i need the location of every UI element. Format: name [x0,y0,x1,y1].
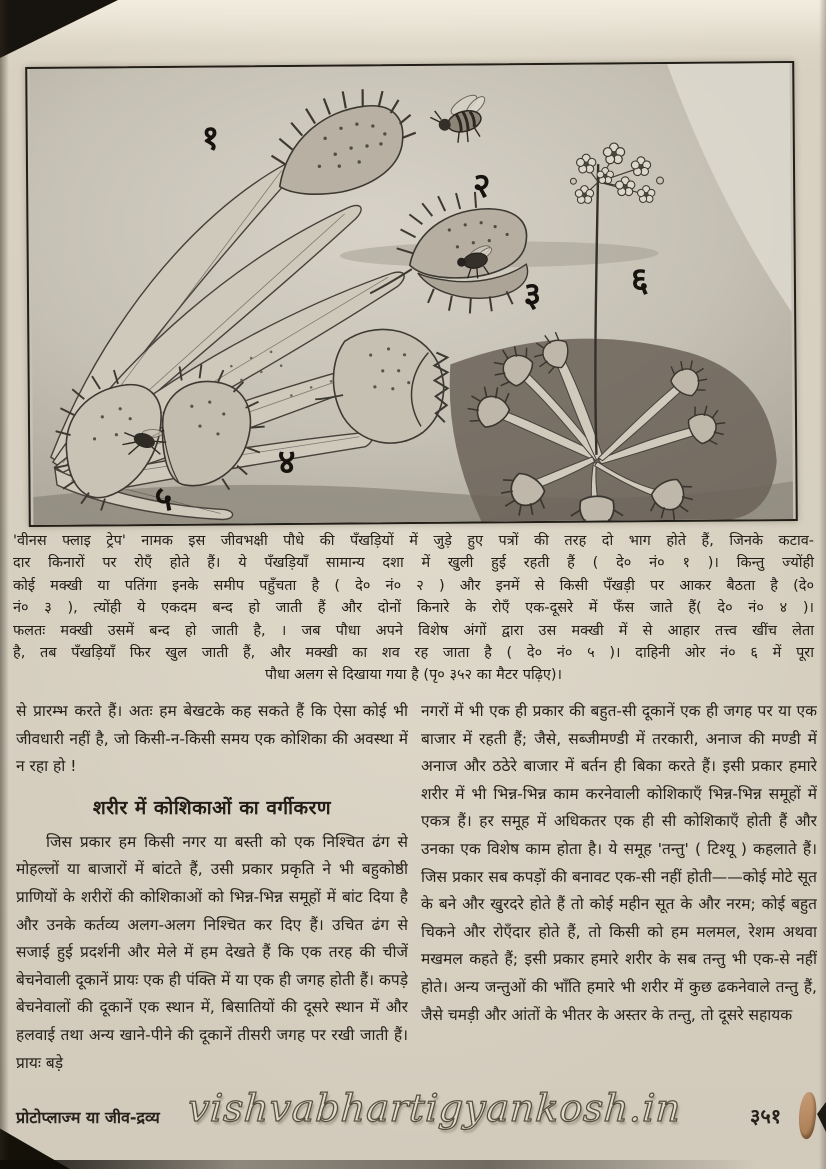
page-number: ३५१ [750,1104,782,1128]
figure-caption [13,530,814,687]
caption-line: दार किनारों पर रोएँ होते हैं। ये पँखड़ियाँ सामान्य दशा में खुली हुई रहती हैं ( दे० नं० १ )। किन्तु ज्योंही [13,555,814,572]
section-heading: शरीर में कोशिकाओं का वर्गीकरण [92,796,332,819]
caption-line: 'वीनस फ्लाइ ट्रेप' नामक इस जीवभक्षी पौधे की पँखड़ियों में जुड़े हुए पत्रों की तरह दो भाग होते हैं, जिनके कटाव- [13,533,814,549]
page-top-light-band [0,0,826,46]
edge-shadow-right [819,0,826,1169]
paragraph: जिस प्रकार हम किसी नगर या बस्ती को एक निश्चित ढंग से मोहल्लों या बाजारों में बांटते हैं, उसी प्रकार प्रकृति ने भी बहुकोष्ठी प्राणियों के शरीरों की कोशिकाओं को भिन्न-भिन्न समूहों में बांट दिया है और उनके कर्तव्य अलग-अलग निश्चित कर दिए हैं। उचित ढंग से सजाई हुई प्रदर्शनी और मेले में हम देखते हैं कि एक तरह की चीजें बेचनेवाली दूकानें प्रायः एक ही पंक्ति में या एक ही जगह होती हैं। कपड़े बेचनेवालों की दूकानें एक स्थान में, बिसातियों की दूसरे स्थान में और हलवाई तथा अन्य खाने-पीने की दूकानें तीसरी जगह पर रखी जाती हैं। प्रायः बड़े [16,832,408,1072]
right-column [421,698,817,1029]
figure-label-1: १ [201,118,220,158]
venus-flytrap-illustration [27,63,796,525]
caption-line: कोई मक्खी या पतिंगा इनके समीप पहुँचता है ( दे० नं० २ ) और इनमें से किसी पँखड़ी पर आकर बैठता है (दे० [13,577,814,594]
figure-plate [25,61,798,527]
running-title: प्रोटोप्लाज्म या जीव-द्रव्य [16,1108,160,1127]
figure-label-4: ४ [277,442,296,482]
paragraph: नगरों में भी एक ही प्रकार की बहुत-सी दूकानें एक ही जगह पर या एक बाजार में रहती हैं; जैसे, सब्जीमण्डी में तरकारी, अनाज की मण्डी में अनाज और ठठेरे बाजार में बर्तन ही बिका करते हैं। इसी प्रकार हमारे शरीर में भी भिन्न-भिन्न काम करनेवाली कोशिकाएँ भिन्न-भिन्न समूहों में एकत्र हैं। हर समूह में अधिकतर एक ही सी कोशिकाएँ होती हैं और उनका एक विशेष काम होता है। ये समूह 'तन्तु' ( टिश्यू ) कहलाते हैं। जिस प्रकार सब कपड़ों की बनावट एक-सी नहीं होती——कोई मोटे सूत के बने और खुरदरे होते हैं तो कोई महीन सूत के और नरम; कोई बहुत चिकने और रोएँदार होते हैं, तो किसी को हम मलमल, रेशम अथवा मखमल कहते हैं; इसी प्रकार हमारे शरीर के सब तन्तु भी एक-से नहीं होते। अन्य जन्तुओं की भाँति हमारे भी शरीर में कुछ ढकनेवाले तन्तु हैं, जैसे चमड़ी और आंतों के भीतर के अस्तर के तन्तु, तो दूसरे सहायक [421,702,817,1024]
edge-shadow-bottom [0,1160,790,1169]
caption-line: नं० ३ ), त्योंही ये एकदम बन्द हो जाती हैं और दोनों किनारे के रोएँ एक-दूसरे में फँस जाते हैं( दे० नं० ४ )। [13,600,814,617]
page-corner-shadow-tl [0,0,118,58]
caption-line-last: पौधा अलग से दिखाया गया है (पृ० ३५२ का मैटर पढ़िए)। [264,667,563,684]
page-footer [0,1086,826,1152]
watermark-text: vishvabhartigyankosh.in [186,1086,683,1130]
caption-line: फलतः मक्खी उसमें बन्द हो जाती है, । जब पौधा अपने विशेष अंगों द्वारा उस मक्खी में से आहार तत्त्व खींच लेता [13,622,814,639]
binding-shadow-left [0,0,9,1169]
caption-line: है, तब पँखड़ियाँ फिर खुल जाती हैं, और मक्खी का शव रह जाता है ( दे० नं० ५ )। दाहिनी ओर नं० ६ में पूरा [13,645,814,662]
figure-label-2: २ [472,165,491,205]
left-column [16,698,408,1077]
figure-label-6: ६ [630,260,649,300]
figure-label-3: ३ [523,274,542,315]
paragraph-continuation: से प्रारम्भ करते हैं। अतः हम बेखटके कह सकते हैं कि ऐसा कोई भी जीवधारी नहीं है, जो किसी-न-किसी समय एक कोशिका की अवस्था में न रहा हो ! [16,702,408,776]
figure-label-5: ५ [154,478,173,519]
